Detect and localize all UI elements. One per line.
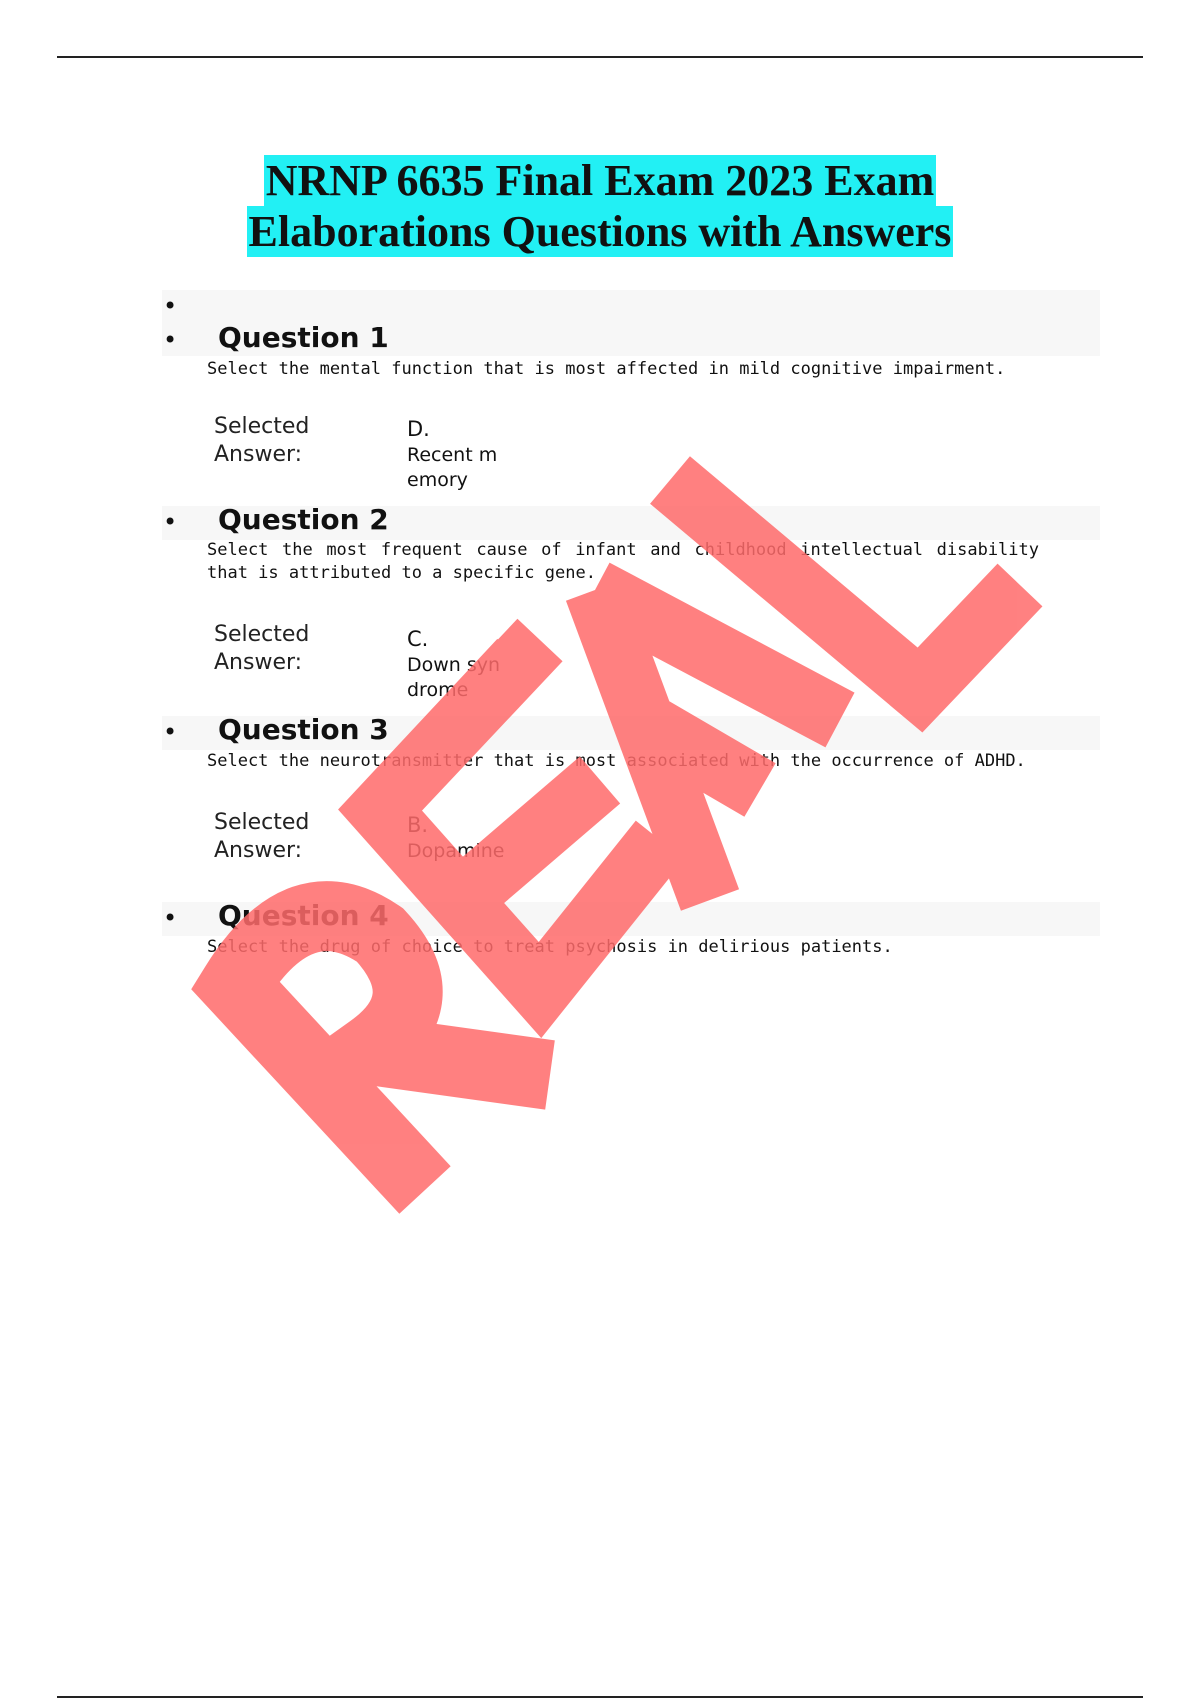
title-line-1: NRNP 6635 Final Exam 2023 Exam — [265, 156, 935, 205]
document-title — [0, 155, 1200, 257]
question-3-text: Select the neurotransmitter that is most associated with the occurrence of ADHD. — [207, 751, 1026, 771]
title-line-2: Elaborations Questions with Answers — [248, 207, 952, 256]
footer-rule — [57, 1696, 1143, 1698]
bullet-icon: • — [163, 326, 178, 354]
bullet-icon: • — [163, 718, 178, 746]
answer-text: Down syndrome — [407, 654, 501, 701]
answer-letter: C. — [407, 627, 429, 651]
bullet-icon: • — [163, 292, 178, 320]
answer-letter: D. — [407, 417, 430, 441]
question-1-answer — [407, 415, 507, 493]
bullet-icon: • — [163, 904, 178, 932]
question-4-heading: Question 4 — [218, 899, 389, 932]
question-2-answer — [407, 625, 507, 703]
question-1-text: Select the mental function that is most affected in mild cognitive impairment. — [207, 359, 1006, 379]
answer-letter: B. — [407, 813, 429, 837]
question-4-text: Select the drug of choice to treat psychosis in delirious patients. — [207, 937, 893, 957]
bullet-icon: • — [163, 508, 178, 536]
header-rule — [57, 56, 1143, 58]
answer-text: Recent memory — [407, 444, 498, 491]
selected-answer-label: Selected Answer: — [214, 810, 310, 863]
question-3-answer — [407, 811, 507, 864]
question-3-heading: Question 3 — [218, 713, 389, 746]
answer-text: Dopamine — [407, 840, 505, 862]
selected-answer-label: Selected Answer: — [214, 414, 310, 467]
question-2-heading: Question 2 — [218, 503, 389, 536]
question-2-text: Select the most frequent cause of infant and childhood intellectual disability that is attributed to a specific gene. — [207, 540, 1039, 583]
selected-answer-label: Selected Answer: — [214, 622, 310, 675]
question-1-heading: Question 1 — [218, 321, 389, 354]
